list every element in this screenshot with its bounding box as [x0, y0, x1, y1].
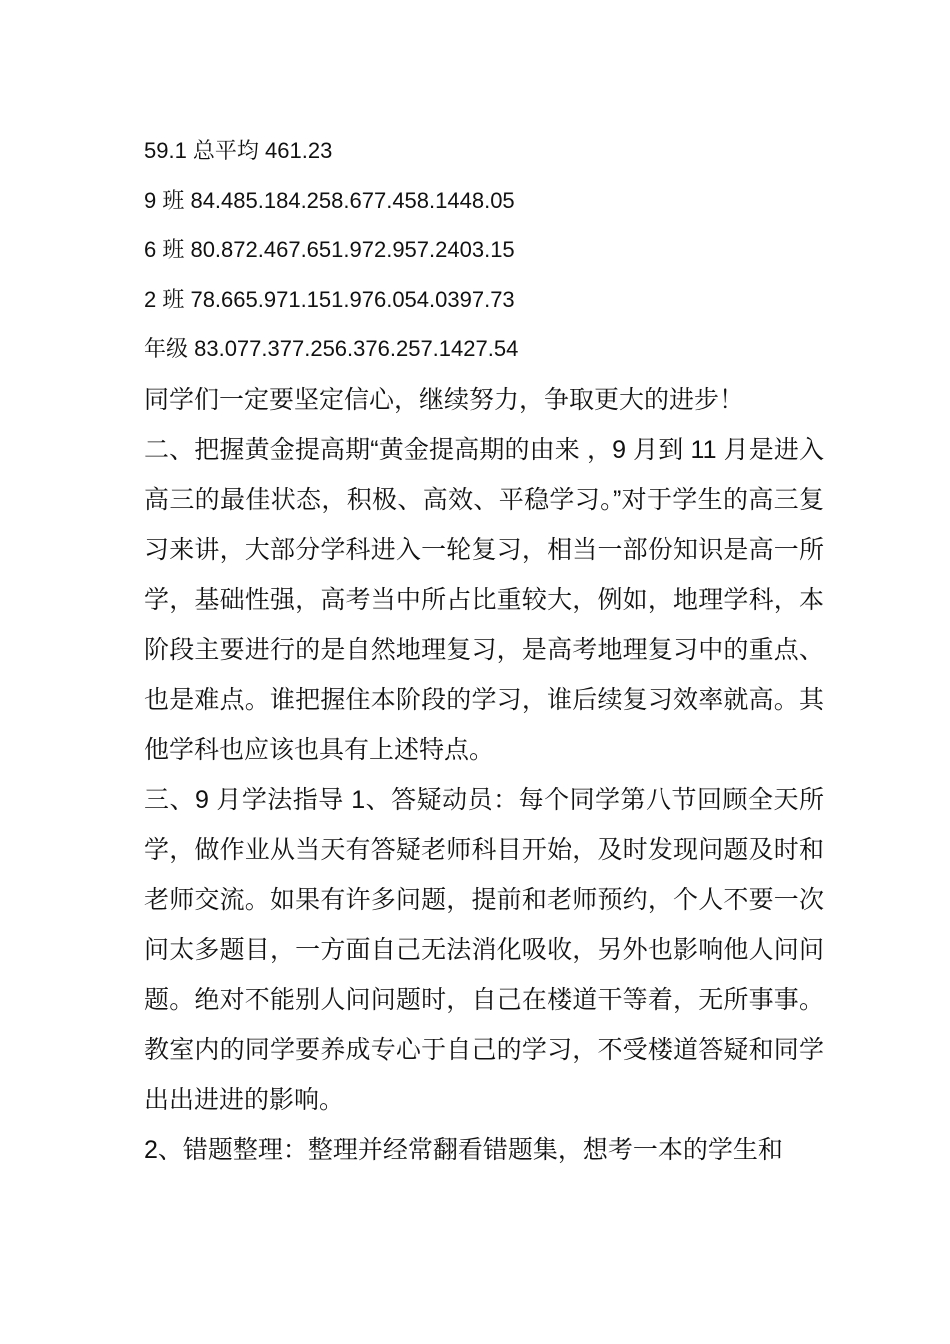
encouragement-paragraph: 同学们一定要坚定信心，继续努力，争取更大的进步！	[144, 385, 745, 414]
document-page	[144, 126, 824, 1175]
error-review-paragraph: 2、错题整理：整理并经常翻看错题集，想考一本的学生和	[144, 1135, 783, 1164]
section-three-paragraph: 三、9 月学法指导 1、答疑动员：每个同学第八节回顾全天所学，做作业从当天有答疑老师科目开始，及时发现问题及时和老师交流。如果有许多问题，提前和老师预约，个人不要一次问太多题目，一方面自己无法消化吸收，另外也影响他人问问题。绝对不能别人问问题时，自己在楼道干等着，无所事事。教室内的同学要养成专心于自己的学习，不受楼道答疑和同学出出进进的影响。	[144, 785, 824, 1114]
score-line-class-9: 9 班 84.485.184.258.677.458.1448.05	[144, 187, 515, 213]
score-line-class-2: 2 班 78.665.971.151.976.054.0397.73	[144, 286, 515, 312]
section-two-paragraph: 二、把握黄金提高期“黄金提高期的由来 ，9 月到 11 月是进入高三的最佳状态，积极、高效、平稳学习。”对于学生的高三复习来讲，大部分学科进入一轮复习，相当一部份知识是高一所学，基础性强，高考当中所占比重较大，例如，地理学科，本阶段主要进行的是自然地理复习，是高考地理复习中的重点、也是难点。谁把握住本阶段的学习，谁后续复习效率就高。其他学科也应该也具有上述特点。	[144, 435, 824, 764]
score-line-overall-average: 59.1 总平均 461.23	[144, 138, 333, 163]
score-line-grade: 年级 83.077.377.256.376.257.1427.54	[144, 336, 519, 361]
score-line-class-6: 6 班 80.872.467.651.972.957.2403.15	[144, 237, 515, 262]
